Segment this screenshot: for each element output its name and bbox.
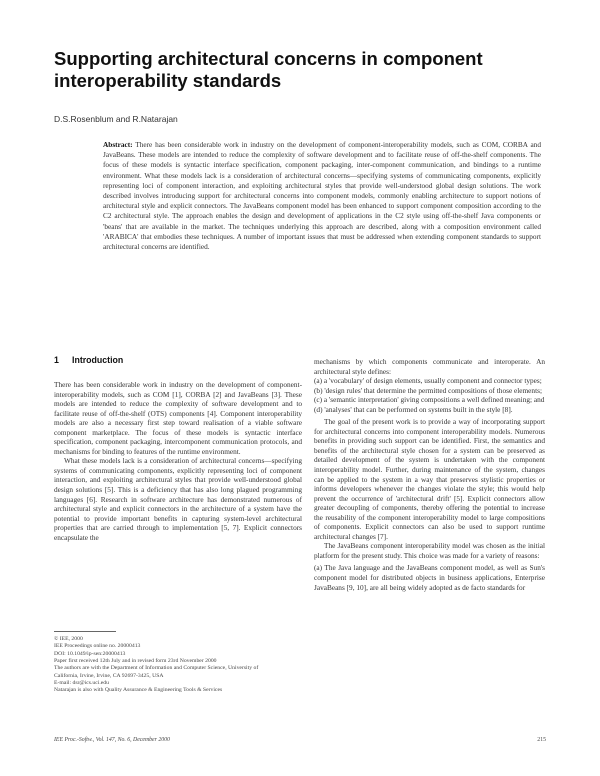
style-definition-list <box>314 376 545 414</box>
page-number: 215 <box>537 737 546 743</box>
left-column <box>54 380 302 542</box>
footnote-line: DOI: 10.1049/ip-sen:20000413 <box>54 650 126 657</box>
footnote-line: E-mail: dsr@ics.uci.edu <box>54 680 109 687</box>
author-line: D.S.Rosenblum and R.Natarajan <box>54 114 178 124</box>
footnote-line: The authors are with the Department of Information and Computer Science, University of California, Irvine, Irvine, CA 92697-3425, USA <box>54 665 259 679</box>
journal-citation: IEE Proc.-Softw., Vol. 147, No. 6, December 2000 <box>54 737 170 743</box>
goal-paragraph: The goal of the present work is to provide a way of incorporating support for architectural concerns into component interoperability models. Numerous benefits in providing such support can be identified. First, the semantics and benefits of the architectural style chosen for a system can be preserved as detailed development of the system is undertaken with the component interoperability model. Further, during maintenance of the system, changes can be applied to the system in a way that preserves stylistic properties or informs developers whenever the changes violate the style; this would help prevent the occurrence of 'architectural drift' [5]. Explicit connectors allow greater decoupling of components, thereby offering the potential to increase the reusability of the component interoperability model to large compositions of components. Explicit connectors can also be used to support runtime architectural changes [7]. <box>314 417 545 541</box>
footnote-line: Paper first received 12th July and in revised form 23rd November 2000 <box>54 658 217 665</box>
footnote-line: IEE Proceedings online no. 20000413 <box>54 643 141 650</box>
intro-paragraph-1: There has been considerable work in industry on the development of component-interoperability models, such as COM [1], CORBA [2] and JavaBeans [3]. These models are intended to reduce the complexity of software development and to facilitate reuse of off-the-shelf (OTS) components [4]. Component interoperability models are also a necessary first step toward realisation of a viable software component marketplace. The focus of these models is syntactic interface specification, component packaging, intercomponent communication protocols, and mechanisms for binding to features of the runtime environment. <box>54 380 302 456</box>
right-column <box>314 357 545 592</box>
footnote-line: Natarajan is also with Quality Assurance & Engineering Tools & Services <box>54 687 223 694</box>
abstract <box>103 140 541 252</box>
footnotes <box>54 636 284 695</box>
abstract-label: Abstract: <box>103 140 133 149</box>
intro-paragraph-2: What these models lack is a consideration of architectural concerns—specifying systems of communicating components, explicitly representing loci of component interaction, and exploiting architectural styles that provide well-understood global design solutions [5]. This is a deficiency that has also long plagued programming languages [6]. Research in software architecture has demonstrated numerous of architectural style and explicit connectors in the architecture of a system have the potential to provide important benefits in capturing system-level architectural properties that are carried through to implementation [5, 7]. Explicit connectors encapsulate the <box>54 456 302 542</box>
section-number: 1 <box>54 355 59 365</box>
list-item: (b) 'design rules' that determine the permitted compositions of those elements; <box>314 385 542 395</box>
footnote-line: © IEE, 2000 <box>54 636 83 642</box>
section-title: Introduction <box>72 355 124 365</box>
list-item: (a) a 'vocabulary' of design elements, usually component and connector types; <box>314 376 542 386</box>
page-footer <box>54 737 546 743</box>
footnote-rule <box>54 631 116 632</box>
paper-title: Supporting architectural concerns in component interoperability standards <box>54 48 483 91</box>
section-heading <box>54 355 123 365</box>
abstract-text: There has been considerable work in industry on the development of component-interoperability models, such as COM, CORBA and JavaBeans. These models are intended to reduce the complexity of software development and to facilitate reuse of off-the-shelf components. The focus of these models is syntactic interface specification, component packaging, inter-component communication, and bindings to a runtime environment. What these models lack is a consideration of architectural concerns—specifying systems of communicating components, explicitly representing loci of component interaction, and exploiting architectural styles that provide well-understood global design solutions. The work described involves introducing support for architectural concerns into component models, commonly enabling architecture to support notions of architectural style and explicit connectors. The JavaBeans component model has been enhanced to support component composition according to the C2 architectural style. The approach enables the design and development of applications in the C2 style using off-the-shelf Java components or 'beans' that are available in the market. The techniques underlying this approach are described, along with a composition environment called 'ARABICA' that embodies these techniques. A number of important issues that must be addressed when extending component standards to support architectural concerns are identified. <box>103 140 541 252</box>
style-definition-intro: mechanisms by which components communicate and interoperate. An architectural style defines: <box>314 357 545 376</box>
reason-item: (a) The Java language and the JavaBeans component model, as well as Sun's component model for distributed objects in business applications, Enterprise JavaBeans [9, 10], are all being widely adopted as de facto standards for <box>314 563 545 592</box>
javabeans-paragraph: The JavaBeans component interoperability model was chosen as the initial platform for the present study. This choice was made for a variety of reasons: <box>314 541 545 560</box>
list-item: (d) 'analyses' that can be performed on systems built in the style [8]. <box>314 404 513 414</box>
list-item: (c) a 'semantic interpretation' giving compositions a well defined meaning; and <box>314 395 545 405</box>
